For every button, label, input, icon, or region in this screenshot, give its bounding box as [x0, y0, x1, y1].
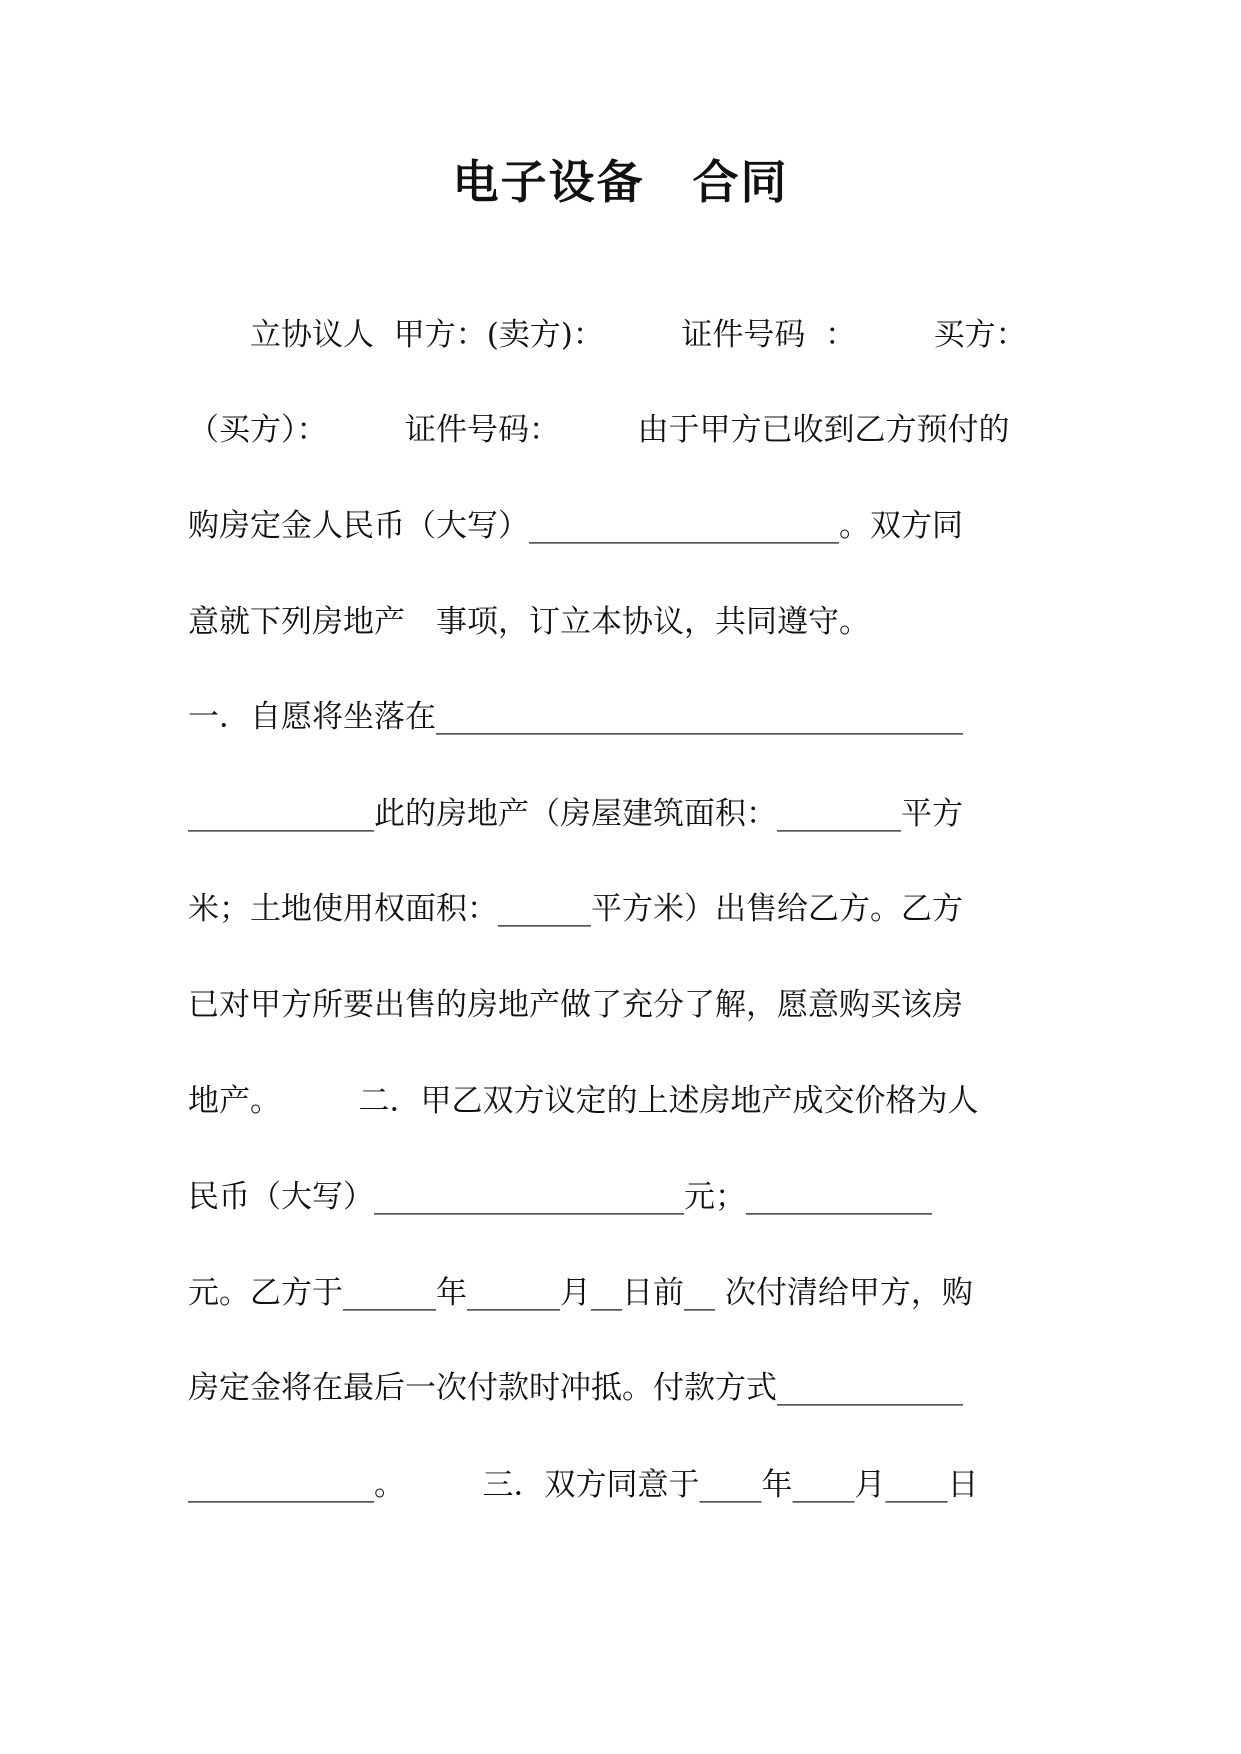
contract-line-1: 立协议人 甲方：(卖方)： 证件号码 ： 买方：	[188, 317, 1027, 353]
contract-line-8: 已对甲方所要出售的房地产做了充分了解，愿意购买该房	[188, 987, 963, 1023]
document-title: 电子设备 合同	[452, 155, 789, 209]
contract-line-4: 意就下列房地产 事项，订立本协议，共同遵守。	[188, 604, 870, 640]
contract-line-2: （买方）： 证件号码： 由于甲方已收到乙方预付的	[188, 412, 1010, 448]
contract-line-3: 购房定金人民币（大写）____________________。双方同	[188, 508, 963, 544]
contract-line-6: ____________此的房地产（房屋建筑面积：________平方	[188, 796, 963, 832]
contract-line-10: 民币（大写）____________________元；____________	[188, 1179, 932, 1215]
contract-line-13: ____________。 三．双方同意于____年____月____日	[188, 1467, 979, 1503]
contract-line-7: 米；土地使用权面积：______平方米）出售给乙方。乙方	[188, 891, 963, 927]
contract-line-11: 元。乙方于______年______月__日前__ 次付清给甲方，购	[188, 1275, 973, 1311]
contract-line-5: 一．自愿将坐落在__________________________________	[188, 699, 963, 735]
contract-line-9: 地产。 二．甲乙双方议定的上述房地产成交价格为人	[188, 1083, 979, 1119]
contract-line-12: 房定金将在最后一次付款时冲抵。付款方式____________	[188, 1370, 963, 1406]
